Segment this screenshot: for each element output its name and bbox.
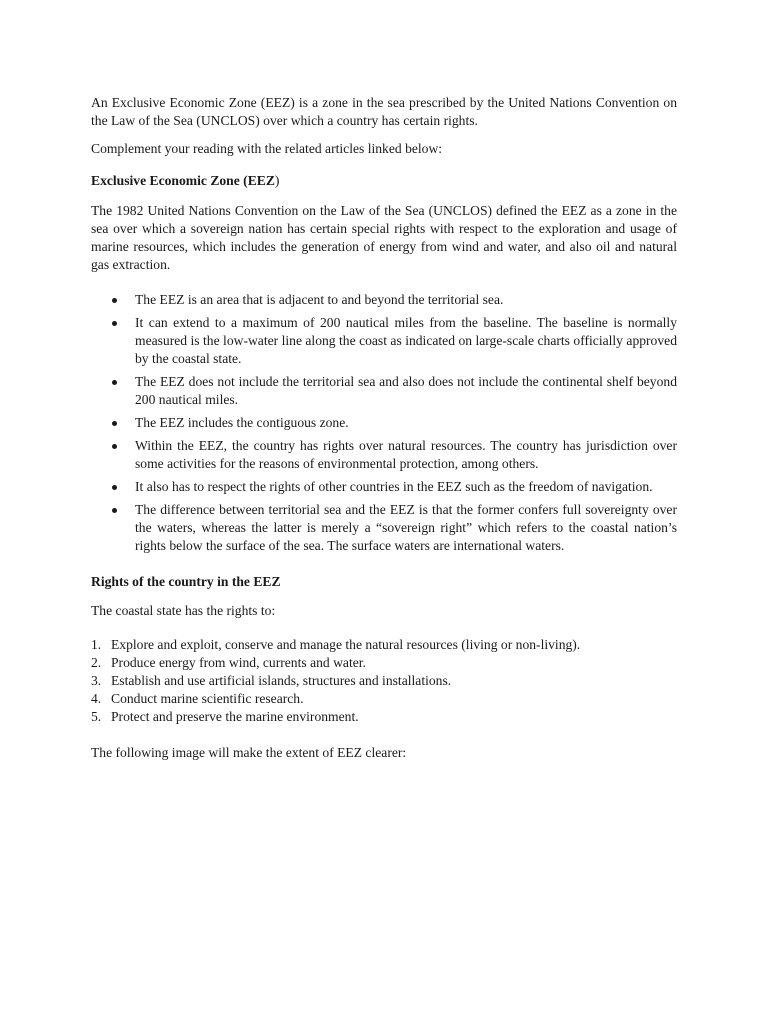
list-item bbox=[91, 291, 677, 309]
list-item-number: 4. bbox=[91, 691, 102, 706]
list-item bbox=[91, 314, 677, 368]
bullet-icon bbox=[112, 321, 117, 326]
list-item-text: Explore and exploit, conserve and manage the natural resources (living or non-living). bbox=[111, 637, 581, 652]
list-item bbox=[91, 501, 677, 555]
bullet-icon bbox=[112, 298, 117, 303]
intro-paragraph: An Exclusive Economic Zone (EEZ) is a zone in the sea prescribed by the United Nations Convention on the Law of the Sea (UNCLOS) over which a country has certain rights. bbox=[91, 95, 677, 128]
list-item bbox=[91, 708, 677, 726]
eez-definition-paragraph: The 1982 United Nations Convention on the Law of the Sea (UNCLOS) defined the EEZ as a zone in the sea over which a sovereign nation has certain special rights with respect to the exploration and usage of marine resources, which includes the generation of energy from wind and water, and also oil and natural gas extraction. bbox=[91, 203, 677, 272]
list-item-number: 1. bbox=[91, 637, 102, 652]
closing-paragraph: The following image will make the extent of EEZ clearer: bbox=[91, 745, 407, 760]
section-heading-eez-close: ) bbox=[274, 173, 280, 188]
list-item-text: Protect and preserve the marine environment. bbox=[111, 709, 359, 724]
list-item bbox=[91, 672, 677, 690]
list-item-text: The EEZ includes the contiguous zone. bbox=[135, 415, 349, 430]
list-item bbox=[91, 437, 677, 473]
list-item bbox=[91, 690, 677, 708]
list-item-text: Within the EEZ, the country has rights over natural resources. The country has jurisdiction over some activities for the reasons of environmental protection, among others. bbox=[135, 438, 677, 471]
list-item-text: The difference between territorial sea and the EEZ is that the former confers full sovereignty over the waters, whereas the latter is merely a “sovereign right” which refers to the coastal nation’s rights below the surface of the sea. The surface waters are international waters. bbox=[135, 502, 677, 553]
document-page bbox=[91, 94, 677, 762]
complement-paragraph: Complement your reading with the related articles linked below: bbox=[91, 141, 443, 156]
section-heading-rights: Rights of the country in the EEZ bbox=[91, 574, 281, 589]
list-item-text: Produce energy from wind, currents and water. bbox=[111, 655, 366, 670]
list-item-number: 2. bbox=[91, 655, 102, 670]
bullet-icon bbox=[112, 485, 117, 490]
list-item-text: Conduct marine scientific research. bbox=[111, 691, 304, 706]
list-item-number: 3. bbox=[91, 673, 102, 688]
section-heading-eez bbox=[91, 172, 677, 190]
list-item-text: Establish and use artificial islands, structures and installations. bbox=[111, 673, 452, 688]
eez-bullet-list bbox=[91, 291, 677, 555]
bullet-icon bbox=[112, 421, 117, 426]
list-item bbox=[91, 654, 677, 672]
section-heading-eez-text: Exclusive Economic Zone (EEZ bbox=[91, 173, 275, 188]
bullet-icon bbox=[112, 508, 117, 513]
bullet-icon bbox=[112, 380, 117, 385]
list-item bbox=[91, 478, 677, 496]
rights-intro-paragraph: The coastal state has the rights to: bbox=[91, 603, 276, 618]
list-item-number: 5. bbox=[91, 709, 102, 724]
list-item-text: The EEZ is an area that is adjacent to and beyond the territorial sea. bbox=[135, 292, 504, 307]
bullet-icon bbox=[112, 444, 117, 449]
list-item-text: It can extend to a maximum of 200 nautical miles from the baseline. The baseline is normally measured is the low-water line along the coast as indicated on large-scale charts officially approved by the coastal state. bbox=[135, 315, 677, 366]
list-item bbox=[91, 414, 677, 432]
list-item-text: The EEZ does not include the territorial sea and also does not include the continental shelf beyond 200 nautical miles. bbox=[135, 374, 677, 407]
list-item bbox=[91, 373, 677, 409]
rights-numbered-list bbox=[91, 636, 677, 726]
list-item bbox=[91, 636, 677, 654]
list-item-text: It also has to respect the rights of other countries in the EEZ such as the freedom of navigation. bbox=[135, 479, 653, 494]
